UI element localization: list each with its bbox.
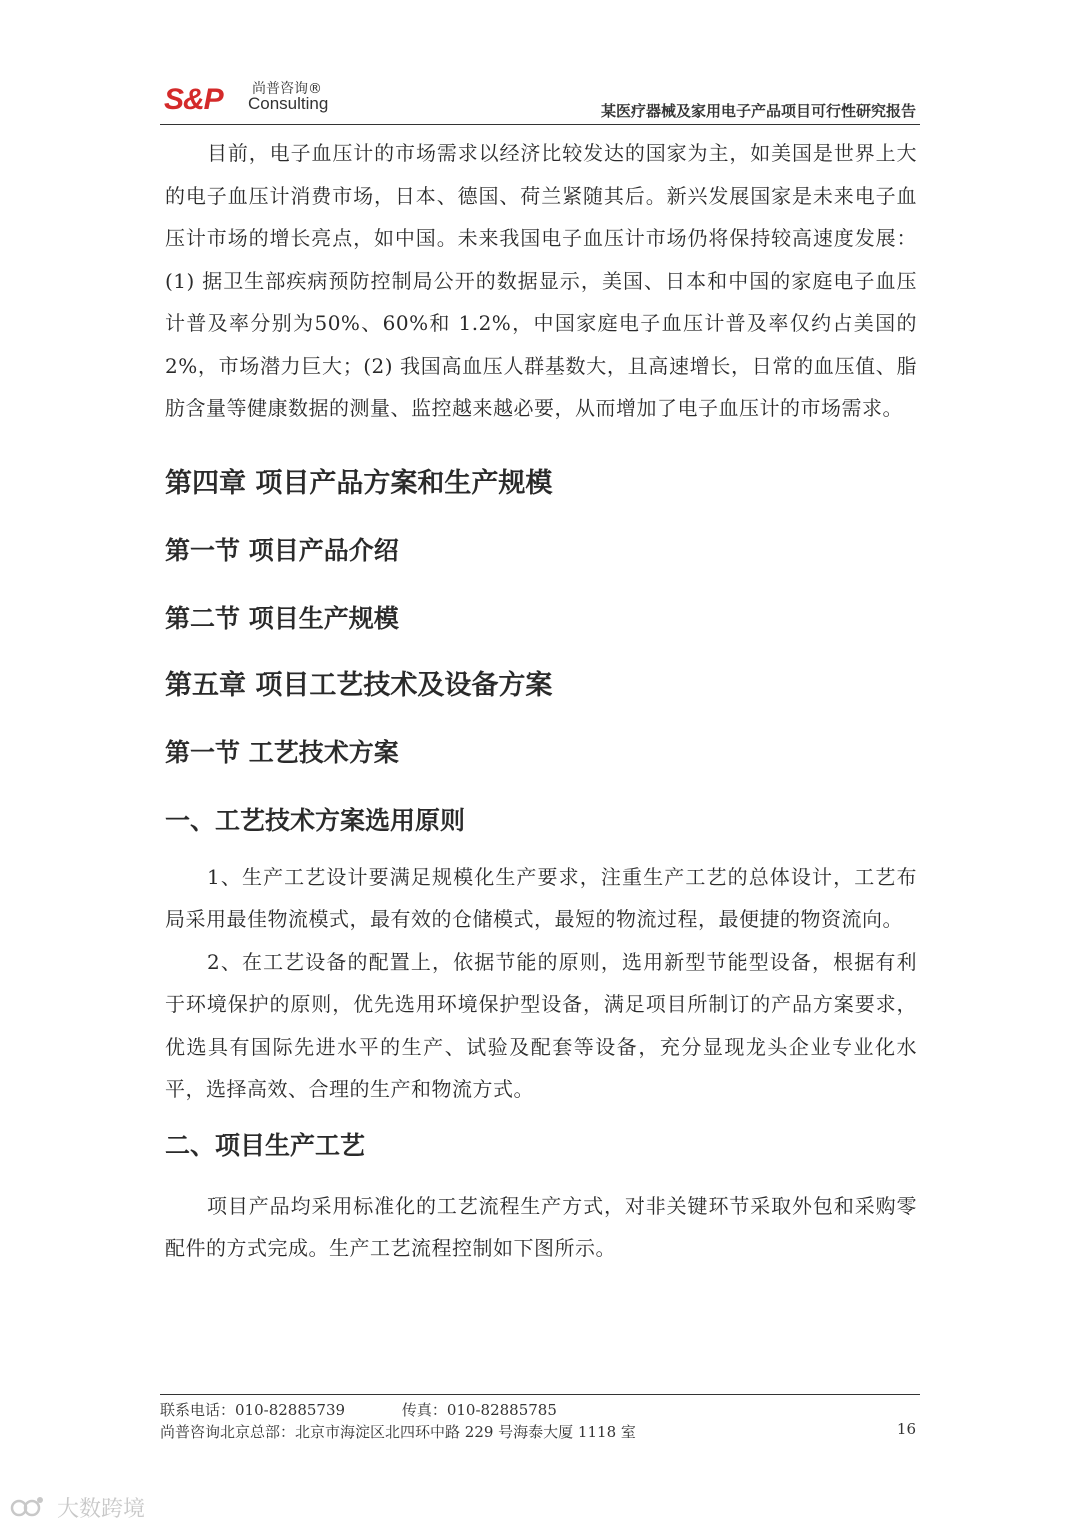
paragraph-market-demand: 目前，电子血压计的市场需求以经济比较发达的国家为主，如美国是世界上大的电子血压计消费市场，日本、德国、荷兰紧随其后。新兴发展国家是未来电子血压计市场的增长亮点，如中国。未来我国电子血压计市场仍将保持较高速度发展：(1) 据卫生部疾病预防控制局公开的数据显示，美国、日本和中国的家庭电子血压计普及率分别为50%、60%和 1.2%，中国家庭电子血压计普及率仅约占美国的 2%，市场潜力巨大；(2) 我国高血压人群基数大，且高速增长，日常的血压值、脂肪含量等健康数据的测量、监控越来越必要，从而增加了电子血压计的市场需求。: [165, 141, 917, 420]
subsection-2-heading: 二、项目生产工艺: [165, 1130, 366, 1160]
page-content: [165, 132, 917, 1270]
chapter-5-heading: 第五章 项目工艺技术及设备方案: [165, 669, 553, 701]
paragraph-principle-2: 2、在工艺设备的配置上，依据节能的原则，选用新型节能型设备，根据有利于环境保护的原则，优先选用环境保护型设备，满足项目所制订的产品方案要求，优选具有国际先进水平的生产、试验及配套等设备，充分显现龙头企业专业化水平，选择高效、合理的生产和物流方式。: [165, 949, 917, 1101]
header-divider: [160, 124, 920, 125]
section-4-1-heading: 第一节 项目产品介绍: [165, 535, 399, 565]
page-footer: [160, 1394, 920, 1443]
paragraph-principle-1: 1、生产工艺设计要满足规模化生产要求，注重生产工艺的总体设计，工艺布局采用最佳物流模式，最有效的仓储模式，最短的物流过程，最便捷的物资流向。: [165, 864, 917, 931]
footer-divider: [160, 1394, 920, 1395]
chapter-4-heading: 第四章 项目产品方案和生产规模: [165, 467, 553, 499]
page-header: [160, 72, 920, 122]
subsection-1-heading: 一、工艺技术方案选用原则: [165, 805, 466, 835]
watermark-text: 大数跨境: [57, 1497, 146, 1522]
report-title: 某医疗器械及家用电子产品项目可行性研究报告: [600, 102, 916, 120]
logo-mark: S&P: [164, 83, 223, 116]
page-number: 16: [896, 1420, 916, 1438]
watermark-logo-icon: [10, 1494, 44, 1526]
paragraph-production-process: 项目产品均采用标准化的工艺流程生产方式，对非关键环节采取外包和采购零配件的方式完成。生产工艺流程控制如下图所示。: [165, 1193, 917, 1260]
section-5-1-heading: 第一节 工艺技术方案: [165, 737, 399, 767]
footer-fax: 传真：010-82885785: [401, 1401, 557, 1419]
logo-english-name: Consulting: [248, 94, 329, 113]
footer-contact-line: [160, 1399, 920, 1421]
footer-address: 尚普咨询北京总部：北京市海淀区北四环中路 229 号海泰大厦 1118 室: [160, 1423, 636, 1441]
watermark: [10, 1492, 145, 1522]
footer-phone: 联系电话：010-82885739: [160, 1401, 346, 1419]
logo-chinese-name: 尚普咨询®: [252, 81, 322, 97]
section-4-2-heading: 第二节 项目生产规模: [165, 603, 399, 633]
